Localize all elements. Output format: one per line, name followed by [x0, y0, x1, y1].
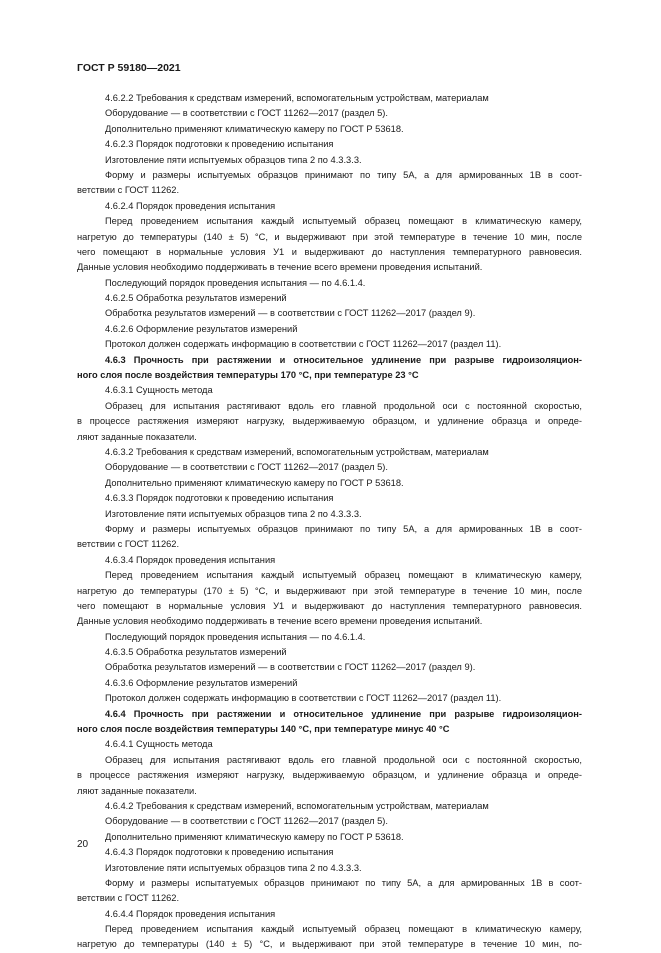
text-line: 4.6.3.3 Порядок подготовки к проведению испытания [105, 493, 334, 504]
text-line: Дополнительно применяют климатическую камеру по ГОСТ Р 53618. [105, 831, 404, 842]
text-line: Перед проведением испытания каждый испытуемый образец помещают в климатическую камеру, [105, 570, 582, 581]
text-line: чего помещают в нормальные условия У1 и выдерживают до наступления температурного равновесия. [77, 600, 582, 611]
text-line: Обработка результатов измерений — в соответствии с ГОСТ 11262—2017 (раздел 9). [105, 308, 476, 319]
text-line: Изготовление пяти испытуемых образцов типа 2 по 4.3.3.3. [105, 154, 362, 165]
document-header: ГОСТ Р 59180—2021 [77, 62, 181, 74]
text-line: Протокол должен содержать информацию в соответствии с ГОСТ 11262—2017 (раздел 11). [105, 693, 502, 704]
text-line: 4.6.4.3 Порядок подготовки к проведению испытания [105, 847, 334, 858]
text-line: 4.6.3.4 Порядок проведения испытания [105, 554, 276, 565]
text-line: ляют заданные показатели. [77, 785, 197, 796]
text-line: Перед проведением испытания каждый испытуемый образец помещают в климатическую камеру, [105, 216, 582, 227]
text-line: Данные условия необходимо поддерживать в течение всего времени проведения испытаний. [77, 616, 483, 627]
text-line: ветствии с ГОСТ 11262. [77, 893, 180, 904]
text-line: 4.6.2.3 Порядок подготовки к проведению испытания [105, 139, 334, 150]
text-line: Образец для испытания растягивают вдоль его главной продольной оси с постоянной скоростью, [105, 400, 582, 411]
text-line: нагретую до температуры (140 ± 5) °С, и выдерживают при этой температуре в течение 10 мин, после [77, 231, 582, 242]
text-line: Данные условия необходимо поддерживать в течение всего времени проведения испытаний. [77, 262, 483, 273]
text-line: ветствии с ГОСТ 11262. [77, 539, 180, 550]
text-line: 4.6.2.4 Порядок проведения испытания [105, 200, 276, 211]
text-line: 4.6.4.4 Порядок проведения испытания [105, 908, 276, 919]
section-heading-line: ного слоя после воздействия температуры 140 °С, при температуре минус 40 °С [77, 724, 450, 735]
text-line: Последующий порядок проведения испытания — по 4.6.1.4. [105, 631, 366, 642]
text-line: 4.6.3.5 Обработка результатов измерений [105, 647, 287, 658]
text-line: ветствии с ГОСТ 11262. [77, 185, 180, 196]
text-line: 4.6.3.1 Сущность метода [105, 385, 213, 396]
text-line: 4.6.2.5 Обработка результатов измерений [105, 293, 287, 304]
text-line: 4.6.3.2 Требования к средствам измерений, вспомогательным устройствам, материалам [105, 446, 489, 457]
text-line: Форму и размеры испытуемых образцов принимают по типу 5А, а для армированных 1В в соот- [105, 169, 582, 180]
document-body [77, 91, 582, 953]
text-line: Оборудование — в соответствии с ГОСТ 11262—2017 (раздел 5). [105, 108, 388, 119]
text-line: в процессе растяжения измеряют нагрузку, выдерживаемую образцом, и удлинение образца и опреде- [77, 416, 582, 427]
text-line: Изготовление пяти испытуемых образцов типа 2 по 4.3.3.3. [105, 862, 362, 873]
text-line: 4.6.2.6 Оформление результатов измерений [105, 323, 298, 334]
text-line: Форму и размеры испытатуемых образцов принимают по типу 5А, а для армированных 1В в соот- [105, 877, 582, 888]
text-line: чего помещают в нормальные условия У1 и выдерживают до наступления температурного равновесия. [77, 246, 582, 257]
text-line: Перед проведением испытания каждый испытуемый образец помещают в климатическую камеру, [105, 924, 582, 935]
section-heading-line: ного слоя после воздействия температуры 170 °С, при температуре 23 °С [77, 370, 419, 381]
text-line: Форму и размеры испытуемых образцов принимают по типу 5А, а для армированных 1В в соот- [105, 523, 582, 534]
section-heading-line: 4.6.3 Прочность при растяжении и относительное удлинение при разрыве гидроизоляцион- [105, 354, 582, 365]
text-line: 4.6.4.1 Сущность метода [105, 739, 213, 750]
text-line: ляют заданные показатели. [77, 431, 197, 442]
section-heading-line: 4.6.4 Прочность при растяжении и относительное удлинение при разрыве гидроизоляцион- [105, 708, 582, 719]
text-line: Оборудование — в соответствии с ГОСТ 11262—2017 (раздел 5). [105, 462, 388, 473]
text-line: нагретую до температуры (140 ± 5) °С, и выдерживают при этой температуре в течение 10 мин, по- [77, 939, 582, 950]
text-line: Образец для испытания растягивают вдоль его главной продольной оси с постоянной скоростью, [105, 754, 582, 765]
text-line: Обработка результатов измерений — в соответствии с ГОСТ 11262—2017 (раздел 9). [105, 662, 476, 673]
page-number: 20 [77, 839, 89, 850]
text-line: Дополнительно применяют климатическую камеру по ГОСТ Р 53618. [105, 477, 404, 488]
text-line: Протокол должен содержать информацию в соответствии с ГОСТ 11262—2017 (раздел 11). [105, 339, 502, 350]
text-line: Оборудование — в соответствии с ГОСТ 11262—2017 (раздел 5). [105, 816, 388, 827]
text-line: Дополнительно применяют климатическую камеру по ГОСТ Р 53618. [105, 123, 404, 134]
text-line: 4.6.3.6 Оформление результатов измерений [105, 677, 298, 688]
text-line: 4.6.4.2 Требования к средствам измерений, вспомогательным устройствам, материалам [105, 800, 489, 811]
text-line: 4.6.2.2 Требования к средствам измерений, вспомогательным устройствам, материалам [105, 93, 489, 103]
text-line: Последующий порядок проведения испытания — по 4.6.1.4. [105, 277, 366, 288]
text-line: нагретую до температуры (170 ± 5) °С, и выдерживают при этой температуре в течение 10 мин, после [77, 585, 582, 596]
text-line: в процессе растяжения измеряют нагрузку, выдерживаемую образцом, и удлинение образца и опреде- [77, 770, 582, 781]
text-line: Изготовление пяти испытуемых образцов типа 2 по 4.3.3.3. [105, 508, 362, 519]
